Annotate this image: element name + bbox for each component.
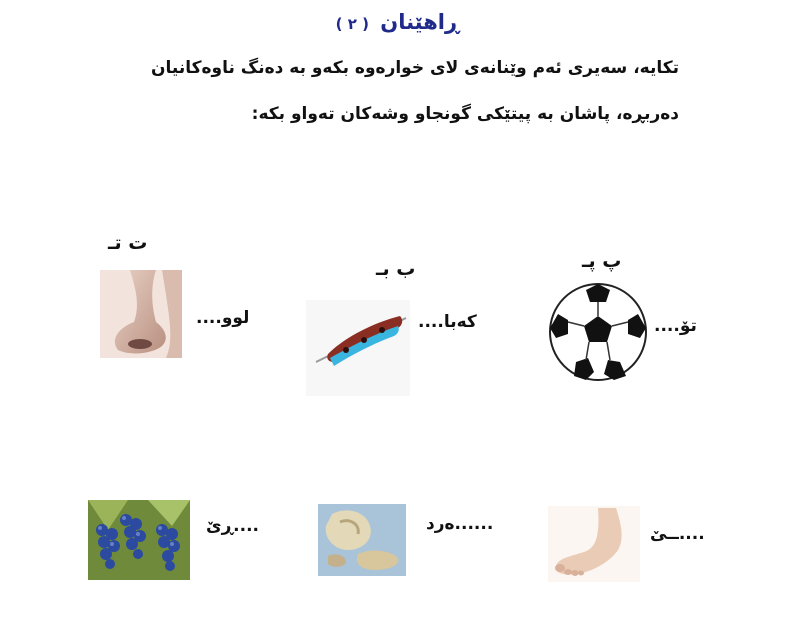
nose-word: لوو....: [196, 308, 250, 328]
kebab-letters: ب بـ: [376, 258, 416, 280]
nose-picture: [100, 270, 182, 358]
grilled-kebab-picture: [306, 300, 410, 396]
page-title: [0, 10, 791, 34]
ball-word: تۆ....: [654, 316, 697, 336]
instruction-line-1: تکایه، سەیری ئەم وێنانەی لای خوارەوە بکەو بە دەنگ ناوەکانیان: [151, 58, 679, 78]
soccer-ball-picture: [546, 280, 650, 384]
nose-letters: ت تـ: [108, 232, 148, 254]
title-text: ڕاهێنان: [380, 10, 460, 34]
instruction-line-2: دەربڕە، پاشان بە پیتێکی گونجاو وشەکان تەواو بکە:: [251, 104, 679, 124]
foot-word: ....ــێ: [650, 524, 705, 544]
stones-picture: [318, 504, 406, 576]
stones-word: ......ەرد: [426, 514, 494, 534]
ball-letters: پ پـ: [582, 250, 622, 272]
grapes-word: ....ڕێ: [206, 516, 259, 536]
kebab-word: کەبا....: [418, 312, 477, 332]
title-number: ( ٢ ): [335, 15, 369, 33]
grapes-picture: [88, 500, 190, 580]
foot-picture: [548, 506, 640, 582]
